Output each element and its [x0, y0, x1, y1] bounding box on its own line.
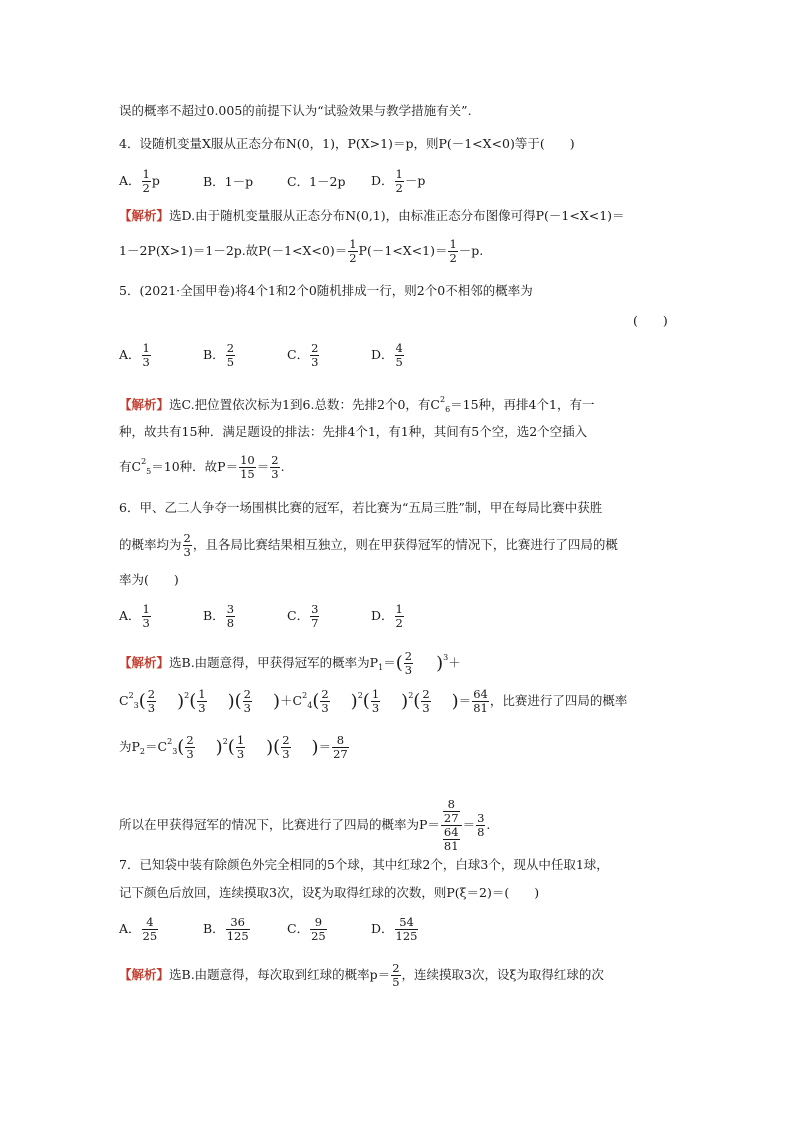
fraction: $\frac{1}{3}$	[371, 687, 380, 715]
fraction: $\frac{54}{125}$	[395, 915, 418, 943]
analysis-tag: 【解析】	[119, 208, 170, 223]
fraction: $\frac{9}{25}$	[311, 915, 326, 943]
fraction: $\frac{1}{2}$	[449, 237, 457, 265]
fraction: $\frac{3}{8}$	[477, 811, 485, 839]
option-c: C．1－2p	[287, 174, 346, 189]
option-a: A． $\frac{4}{25}$	[119, 915, 158, 943]
fraction: $\frac{1}{3}$	[198, 687, 206, 715]
fraction: $\frac{1}{2}$	[395, 167, 403, 195]
analysis-q6-line4: 所以在甲获得冠军的情况下，比赛进行了四局的概率为P＝ $\frac{\frac{8}{27}}{\frac{64}{81}}$ ＝ $\frac{3}{8}$ .	[119, 797, 491, 853]
fraction: $\frac{1}{3}$	[236, 733, 245, 761]
fraction: $\frac{8}{27}$	[333, 733, 348, 761]
question-6-stem-line3: 率为( )	[119, 572, 179, 587]
option-b: B．1－p	[203, 174, 254, 189]
option-d: D． $\frac{4}{5}$	[371, 341, 403, 369]
option-c: C． $\frac{2}{3}$	[287, 341, 319, 369]
fraction: $\frac{8}{27}$	[443, 797, 459, 825]
question-7-stem-line1: 7．已知袋中装有除颜色外完全相同的5个球，其中红球2个，白球3个，现从中任取1球，	[119, 857, 609, 872]
analysis-q7-line1: 【解析】选B.由题意得，每次取到红球的概率p＝ $\frac{2}{5}$ ，连续摸取3次，设ξ为取得红球的次	[119, 961, 604, 989]
analysis-q5-line3: 有$C^2_5=10$种．故P＝ $\frac{10}{15}$ ＝ $\frac{2}{3}$ .	[119, 453, 285, 481]
option-d: D． $\frac{54}{125}$	[371, 915, 418, 943]
option-c: C． $\frac{3}{7}$	[287, 602, 319, 630]
analysis-q6-line2: $C^2_3$( $\frac{2}{3}$ )$^2$( $\frac{1}{3}$ )( $\frac{2}{3}$ )$+C^2_4$( $\frac{2}{3}$ )$^2$( $\frac{1}{3}$ )$^2$( $\frac{2}{3}$ )＝ $\frac{64}{81}$ ，比赛进行了四局的概率	[119, 687, 628, 715]
fraction: $\frac{1}{2}$	[142, 167, 150, 195]
fraction: $\frac{2}{3}$	[271, 453, 279, 481]
option-a: A． $\frac{1}{3}$	[119, 341, 150, 369]
fraction: $\frac{2}{5}$	[392, 961, 400, 989]
compound-fraction	[441, 798, 462, 853]
analysis-q6-line3: 为$P_2=C^2_3$( $\frac{2}{3}$ )$^2$( $\frac{1}{3}$ )( $\frac{2}{3}$ )＝ $\frac{8}{27}$	[119, 733, 348, 761]
option-c: C． $\frac{9}{25}$	[287, 915, 326, 943]
question-5-stem: 5．(2021·全国甲卷)将4个1和2个0随机排成一行，则2个0不相邻的概率为	[119, 283, 533, 298]
fraction: $\frac{2}{3}$	[243, 687, 251, 715]
fraction: $\frac{3}{8}$	[226, 602, 235, 630]
analysis-tag: 【解析】	[119, 655, 170, 670]
option-a: A． $\frac{1}{3}$	[119, 602, 150, 630]
option-b: B． $\frac{3}{8}$	[203, 602, 235, 630]
fraction: $\frac{64}{81}$	[443, 825, 459, 853]
fraction: $\frac{2}{5}$	[226, 341, 235, 369]
fraction: $\frac{1}{2}$	[395, 602, 403, 630]
option-d: D． $\frac{1}{2}$ －p	[371, 167, 426, 195]
question-6-stem-line1: 6．甲、乙二人争夺一场围棋比赛的冠军，若比赛为“五局三胜”制，甲在每局比赛中获胜	[119, 500, 603, 515]
question-6-stem-line2: 的概率均为 $\frac{2}{3}$ ，且各局比赛结果相互独立，则在甲获得冠军的情况下，比赛进行了四局的概	[119, 531, 618, 559]
analysis-q5-line1: 【解析】选C.把位置依次标为1到6.总数：先排2个0，有$C^2_6=15$种，再排4个1，有一	[119, 395, 595, 414]
fraction: $\frac{2}{3}$	[311, 341, 319, 369]
fraction: $\frac{2}{3}$	[321, 687, 329, 715]
analysis-q4-line2: 1－2P(X>1)＝1－2p.故P(－1<X<0)＝ $\frac{1}{2}$ P(－1<X<1)＝ $\frac{1}{2}$ －p.	[119, 237, 484, 265]
fraction: $\frac{4}{5}$	[395, 341, 403, 369]
fraction: $\frac{3}{7}$	[311, 602, 319, 630]
fraction: $\frac{1}{3}$	[142, 602, 150, 630]
question-4-stem: 4．设随机变量X服从正态分布N(0，1)，P(X>1)＝p，则P(－1<X<0)等于( )	[119, 136, 575, 151]
analysis-q6-line1: 【解析】选B.由题意得，甲获得冠军的概率为$P_1=$( $\frac{2}{3}$ )$^3$＋	[119, 649, 461, 677]
fraction: $\frac{1}{3}$	[142, 341, 150, 369]
text-line: 误的概率不超过0.005的前提下认为“试验效果与教学措施有关”.	[119, 103, 472, 118]
fraction: $\frac{36}{125}$	[226, 915, 249, 943]
fraction: $\frac{2}{3}$	[147, 687, 156, 715]
fraction: $\frac{2}{3}$	[404, 649, 413, 677]
fraction: $\frac{2}{3}$	[282, 733, 290, 761]
option-b: B． $\frac{2}{5}$	[203, 341, 235, 369]
fraction: $\frac{1}{2}$	[349, 237, 357, 265]
fraction: $\frac{4}{25}$	[142, 915, 158, 943]
option-d: D． $\frac{1}{2}$	[371, 602, 403, 630]
option-a: A． $\frac{1}{2}$ p	[119, 167, 160, 195]
fraction: $\frac{10}{15}$	[240, 453, 255, 481]
analysis-tag: 【解析】	[119, 397, 170, 412]
fraction: $\frac{2}{3}$	[183, 531, 191, 559]
analysis-tag: 【解析】	[119, 967, 170, 982]
analysis-q5-line2: 种，故共有15种．满足题设的排法：先排4个1，有1种，其间有5个空，选2个空插入	[119, 424, 588, 439]
fraction: $\frac{2}{3}$	[186, 733, 194, 761]
fraction: $\frac{64}{81}$	[473, 687, 488, 715]
analysis-q4-line1: 【解析】选D.由于随机变量服从正态分布N(0,1)，由标准正态分布图像可得P(－1<X<1)＝	[119, 208, 625, 223]
option-b: B． $\frac{36}{125}$	[203, 915, 249, 943]
answer-parenthesis: ( )	[633, 313, 668, 328]
fraction: $\frac{2}{3}$	[422, 687, 430, 715]
question-7-stem-line2: 记下颜色后放回，连续摸取3次，设ξ为取得红球的次数，则P(ξ＝2)＝( )	[119, 885, 540, 900]
